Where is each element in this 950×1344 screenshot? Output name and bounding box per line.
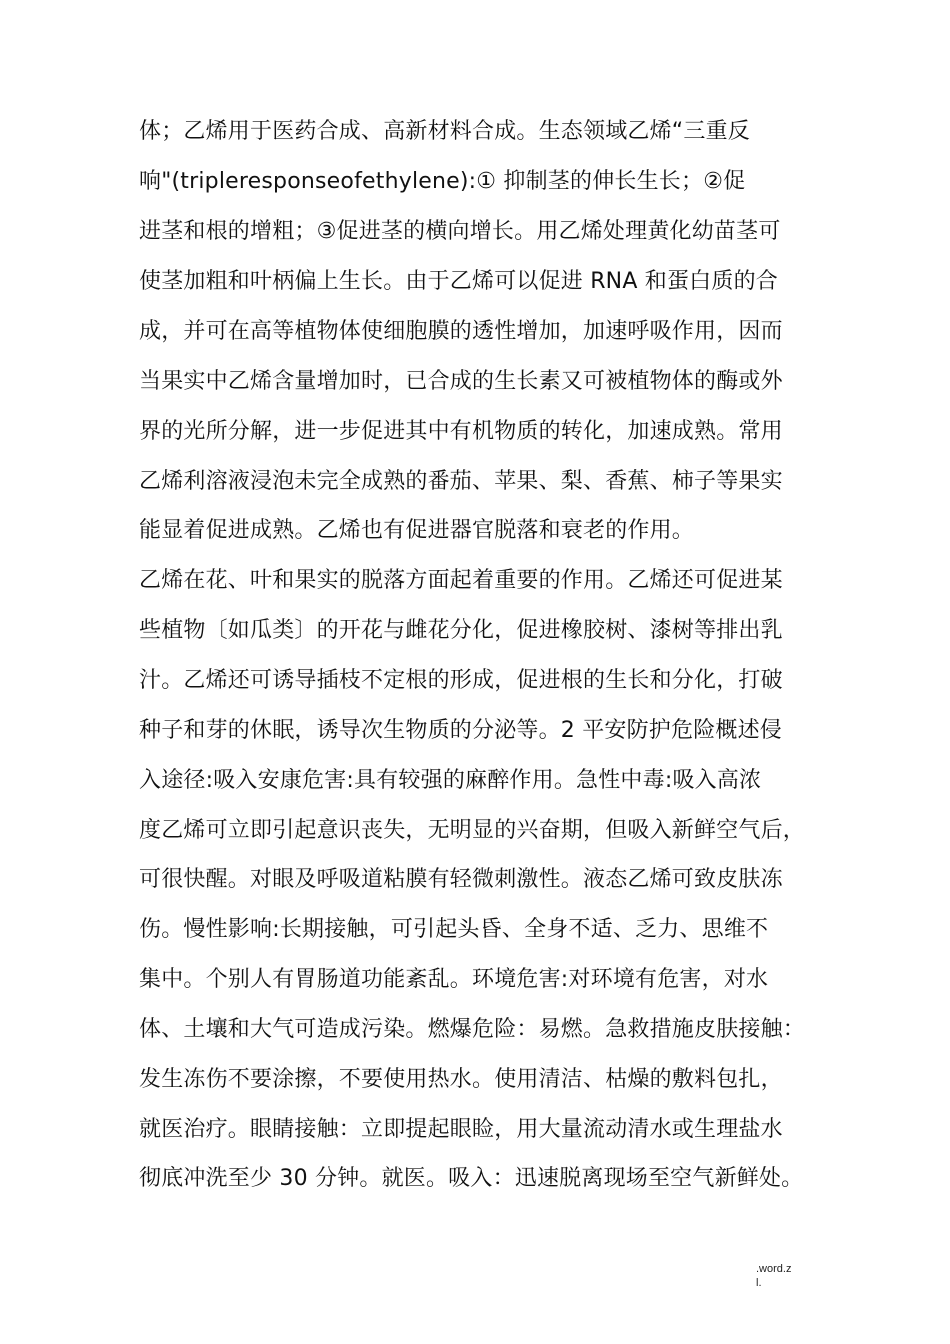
- text-line: 汁。乙烯还可诱导插枝不定根的形成，促进根的生长和分化，打破: [139, 668, 783, 693]
- text-line: 就医治疗。眼睛接触：立即提起眼睑，用大量流动清水或生理盐水: [139, 1117, 783, 1142]
- text-line: 集中。个别人有胃肠道功能紊乱。环境危害:对环境有危害，对水: [139, 967, 769, 992]
- text-line: 些植物〔如瓜类〕的开花与雌花分化，促进橡胶树、漆树等排出乳: [139, 618, 783, 643]
- text-line: 体；乙烯用于医药合成、高新材料合成。生态领域乙烯“三重反: [139, 119, 750, 144]
- text-line: 使茎加粗和叶柄偏上生长。由于乙烯可以促进 RNA 和蛋白质的合: [139, 269, 778, 294]
- text-line: 能显着促进成熟。乙烯也有促进器官脱落和衰老的作用。: [139, 518, 695, 543]
- text-line: 彻底冲洗至少 30 分钟。就医。吸入：迅速脱离现场至空气新鲜处。: [139, 1166, 804, 1191]
- text-line: 入途径:吸入安康危害:具有较强的麻醉作用。急性中毒:吸入高浓: [139, 768, 762, 793]
- text-line: 发生冻伤不要涂擦，不要使用热水。使用清洁、枯燥的敷料包扎，: [139, 1067, 783, 1092]
- text-line: 乙烯利溶液浸泡未完全成熟的番茄、苹果、梨、香蕉、柿子等果实: [139, 469, 783, 494]
- text-line: 伤。慢性影响:长期接触，可引起头昏、全身不适、乏力、思维不: [139, 917, 769, 942]
- text-line: 当果实中乙烯含量增加时，已合成的生长素又可被植物体的酶或外: [139, 369, 783, 394]
- text-line: 体、土壤和大气可造成污染。燃爆危险：易燃。急救措施皮肤接触：: [139, 1017, 806, 1042]
- footer-watermark-line1: .word.z: [756, 1263, 792, 1275]
- text-line: 成，并可在高等植物体使细胞膜的透性增加，加速呼吸作用，因而: [139, 319, 783, 344]
- text-line: 进茎和根的增粗；③促进茎的横向增长。用乙烯处理黄化幼苗茎可: [139, 219, 781, 244]
- text-line: 乙烯在花、叶和果实的脱落方面起着重要的作用。乙烯还可促进某: [139, 568, 783, 593]
- text-line: 度乙烯可立即引起意识丧失，无明显的兴奋期，但吸入新鲜空气后，: [139, 818, 806, 843]
- text-line: 种子和芽的休眠，诱导次生物质的分泌等。2 平安防护危险概述侵: [139, 718, 782, 743]
- text-line: 可很快醒。对眼及呼吸道粘膜有轻微刺激性。液态乙烯可致皮肤冻: [139, 867, 783, 892]
- text-line: 响"(tripleresponseofethylene):① 抑制茎的伸长生长；②促: [139, 169, 746, 194]
- footer-watermark-line2: l.: [756, 1277, 762, 1289]
- text-line: 界的光所分解，进一步促进其中有机物质的转化，加速成熟。常用: [139, 419, 783, 444]
